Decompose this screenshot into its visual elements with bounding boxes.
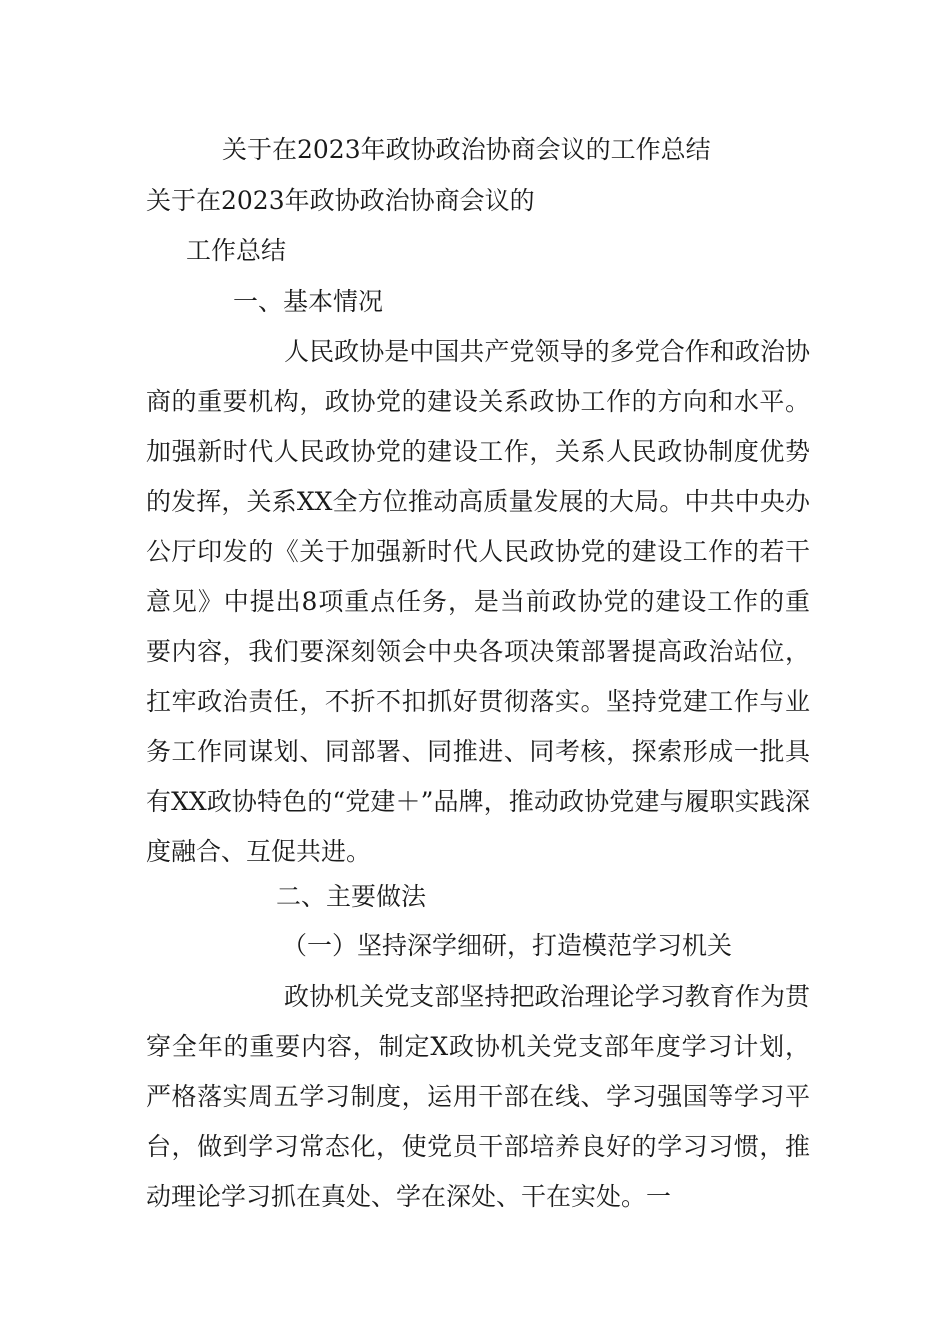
section-2-heading: 二、主要做法 bbox=[276, 882, 427, 911]
section-1-paragraph bbox=[146, 327, 810, 877]
section-1-paragraph-text: 人民政协是中国共产党领导的多党合作和政治协商的重要机构，政协党的建设关系政协工作的方向和水平。加强新时代人民政协党的建设工作，关系人民政协制度优势的发挥，关系XX全方位推动高质量发展的大局。中共中央办公厅印发的《关于加强新时代人民政协党的建设工作的若干意见》中提出8项重点任务，是当前政协党的建设工作的重要内容，我们要深刻领会中央各项决策部署提高政治站位，扛牢政治责任，不折不扣抓好贯彻落实。坚持党建工作与业务工作同谋划、同部署、同推进、同考核，探索形成一批具有XX政协特色的“党建＋”品牌，推动政协党建与履职实践深度融合、互促共进。 bbox=[146, 337, 810, 866]
document-subtitle-line-1: 关于在2023年政协政治协商会议的 bbox=[146, 186, 535, 215]
section-2-subheading: （一）坚持深学细研，打造模范学习机关 bbox=[282, 931, 733, 960]
document-subtitle-line-2: 工作总结 bbox=[186, 236, 287, 265]
section-2-paragraph bbox=[146, 972, 810, 1222]
section-1-heading: 一、基本情况 bbox=[233, 287, 384, 316]
document-title: 关于在2023年政协政治协商会议的工作总结 bbox=[222, 135, 711, 164]
section-2-paragraph-text: 政协机关党支部坚持把政治理论学习教育作为贯穿全年的重要内容，制定X政协机关党支部年度学习计划，严格落实周五学习制度，运用干部在线、学习强国等学习平台，做到学习常态化，使党员干部培养良好的学习习惯，推动理论学习抓在真处、学在深处、干在实处。一 bbox=[146, 982, 810, 1211]
